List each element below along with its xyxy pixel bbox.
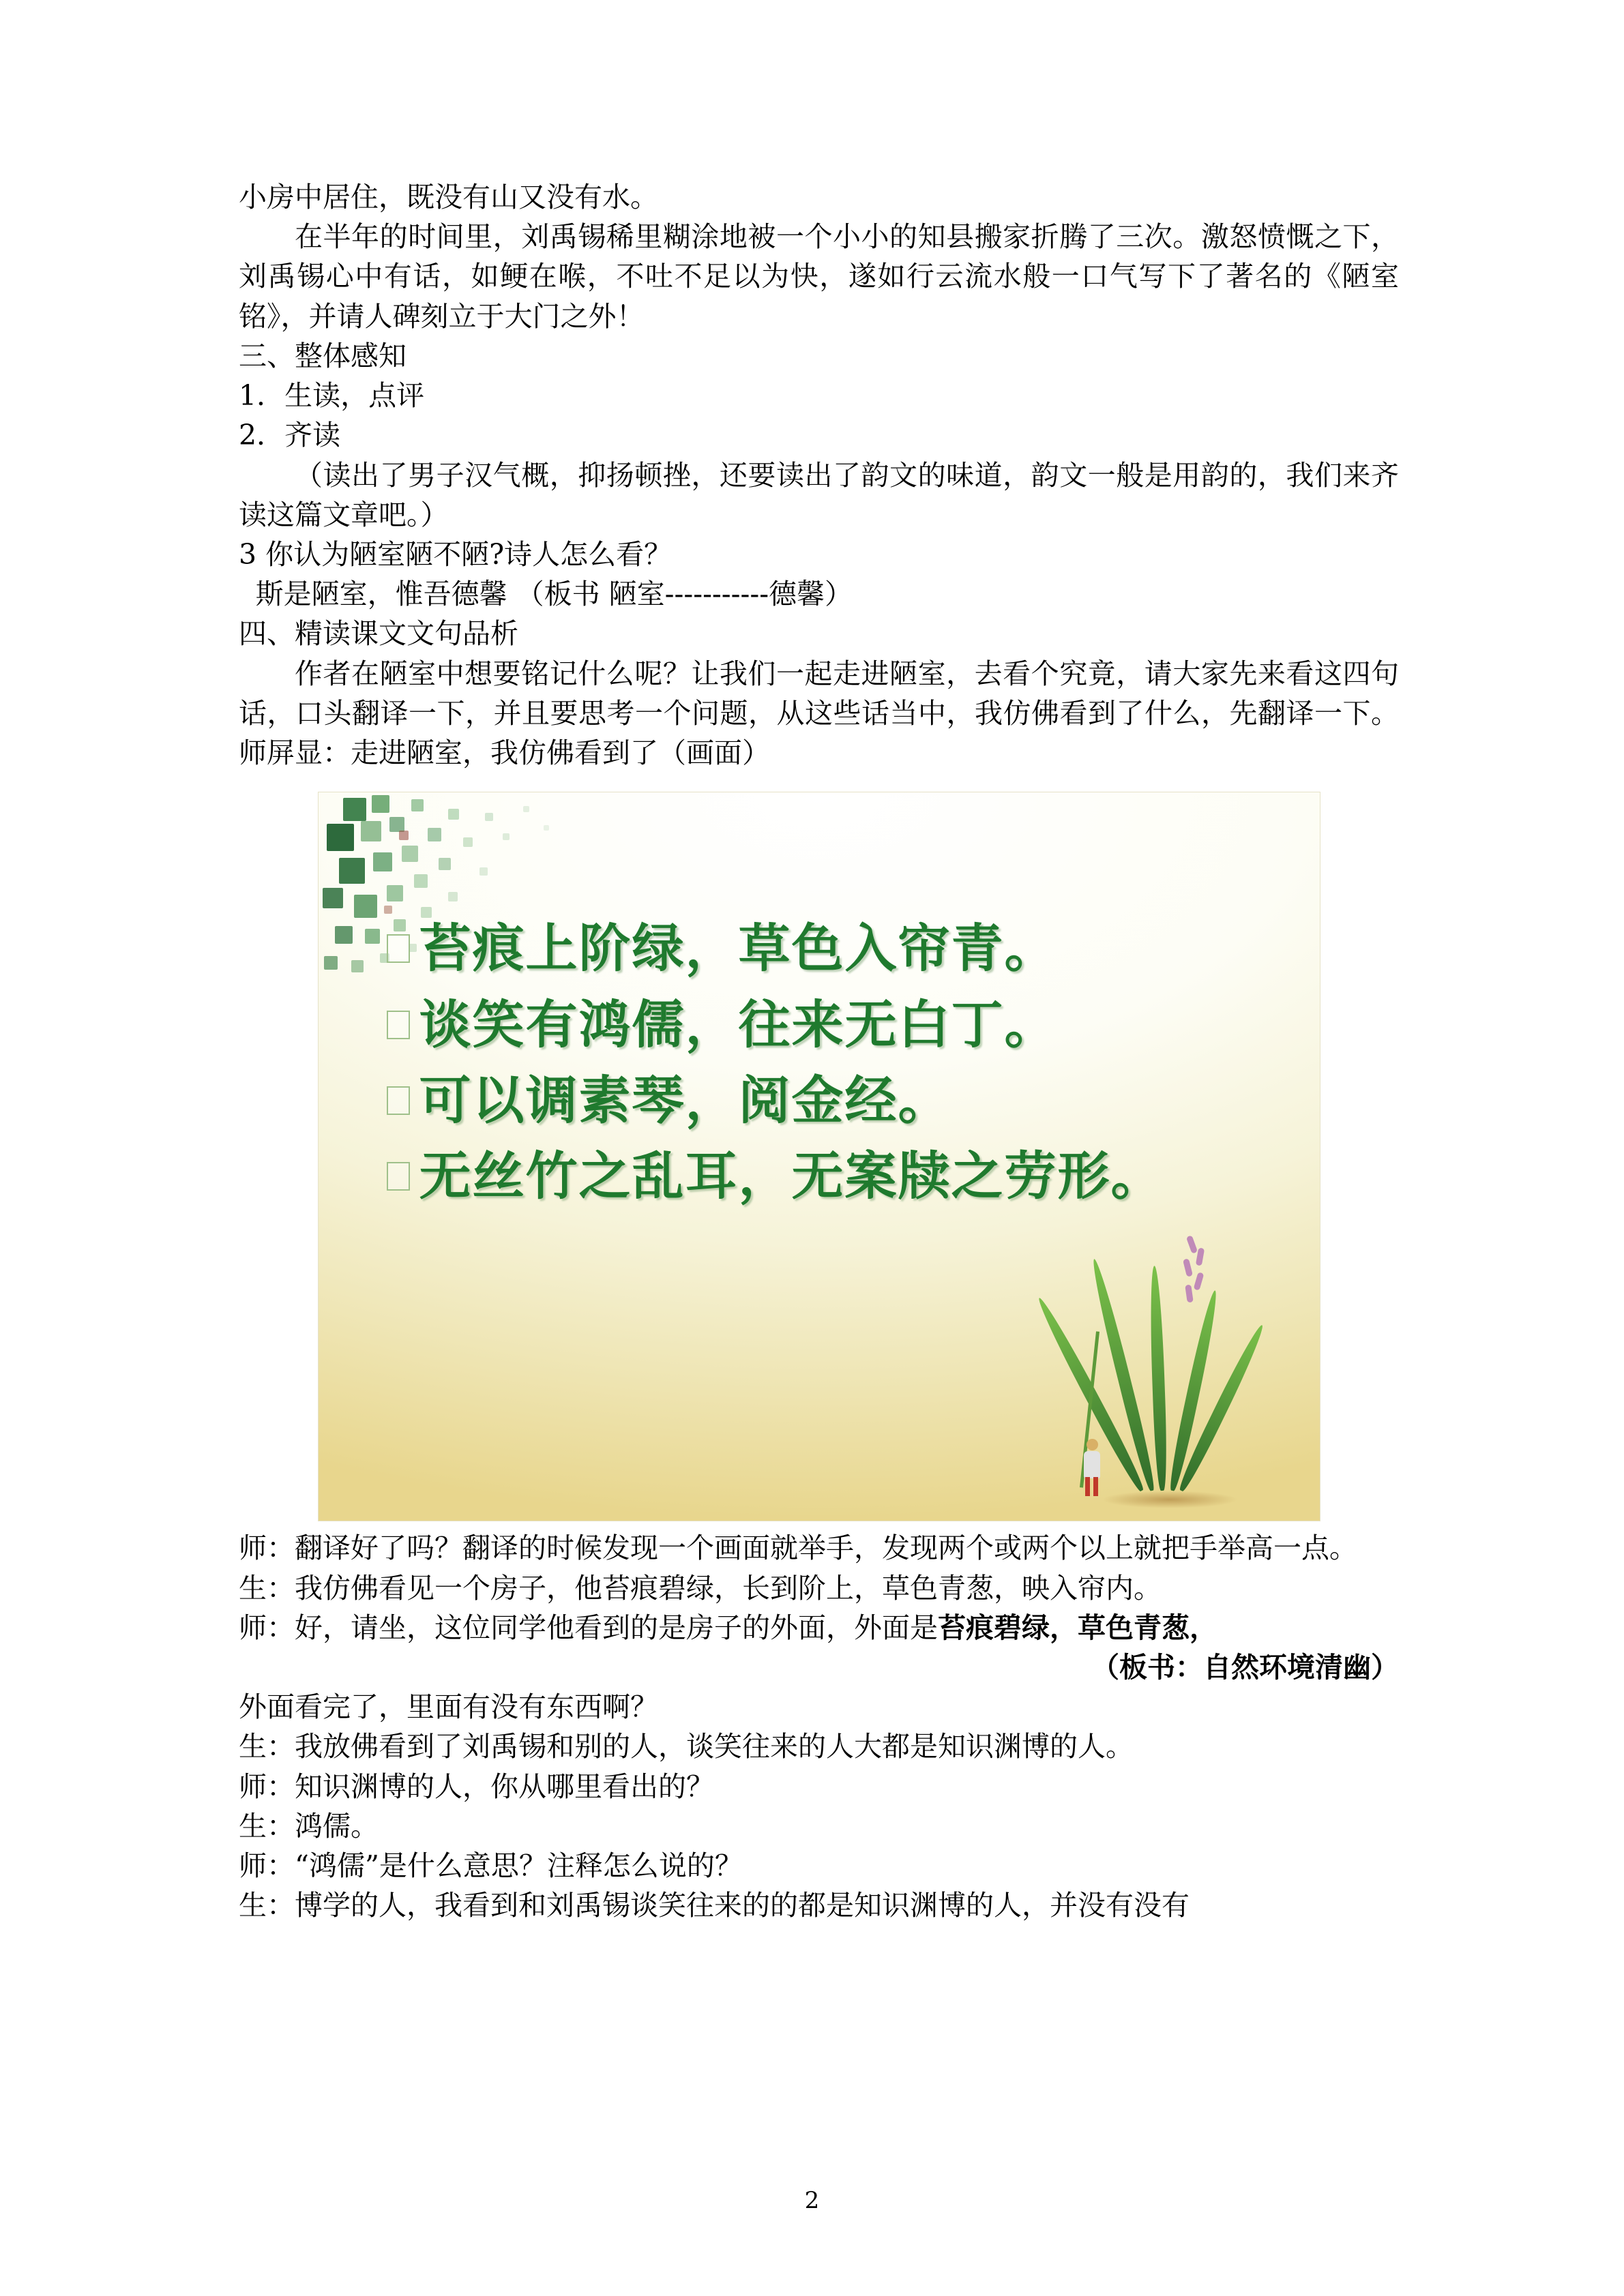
paragraph: 师：翻译好了吗？翻译的时候发现一个画面就举手，发现两个或两个以上就把手举高一点。 <box>239 1532 1357 1565</box>
bullet-square-icon <box>387 1011 410 1039</box>
slide-line-text: 谈笑有鸿儒，往来无白丁。 <box>419 994 1058 1055</box>
paragraph: 生：鸿儒。 <box>239 1809 379 1843</box>
slide-line-text: 可以调素琴，阅金经。 <box>419 1069 951 1131</box>
paragraph: 2．齐读 <box>239 419 341 452</box>
paragraph-lead: 师：好，请坐，这位同学他看到的是房子的外面，外面是 <box>239 1611 938 1644</box>
section-heading: 三、整体感知 <box>239 339 407 372</box>
bullet-square-icon <box>387 1162 410 1191</box>
paragraph: 师：“鸿儒”是什么意思？注释怎么说的？ <box>239 1849 743 1883</box>
figure-leg <box>1093 1477 1098 1496</box>
soil-shadow <box>1102 1491 1238 1508</box>
page-number: 2 <box>804 2187 820 2214</box>
grass-blade <box>1148 1266 1168 1491</box>
bullet-square-icon <box>387 1086 410 1115</box>
paragraph: 在半年的时间里，刘禹锡稀里糊涂地被一个小小的知县搬家折腾了三次。激怒愤慨之下，刘禹锡心中有话，如鲠在喉，不吐不足以为快，遂如行云流水般一口气写下了著名的《陋室铭》，并请人碑刻立于大门之外！ <box>239 220 1399 333</box>
paragraph: 生：我放佛看到了刘禹锡和别的人，谈笑往来的人大都是知识渊博的人。 <box>239 1730 1134 1763</box>
paragraph: 斯是陋室，惟吾德馨 （板书 陋室-----------德馨） <box>255 578 853 611</box>
slide-line <box>387 1143 1267 1209</box>
grass-blade <box>1166 1289 1221 1492</box>
slide-line-text: 苔痕上阶绿，草色入帘青。 <box>419 918 1058 979</box>
paragraph: 生：我仿佛看见一个房子，他苔痕碧绿，长到阶上，草色青葱，映入帘内。 <box>239 1571 1162 1605</box>
figure-head <box>1087 1439 1098 1450</box>
slide-image-container <box>239 792 1399 1521</box>
grass-blade <box>1175 1323 1267 1494</box>
slide-line <box>387 1067 1267 1133</box>
paragraph: 外面看完了，里面有没有东西啊？ <box>239 1690 658 1724</box>
paragraph-mixed <box>239 1608 1399 1648</box>
slide-line-text: 无丝竹之乱耳，无案牍之劳形。 <box>419 1146 1164 1207</box>
section-heading: 四、精读课文文句品析 <box>239 617 518 651</box>
slide-text-lines <box>387 915 1267 1219</box>
board-note: （板书：自然环境清幽） <box>1091 1650 1399 1684</box>
paragraph-bold: 苔痕碧绿，草色青葱， <box>938 1611 1217 1644</box>
grass-blade <box>1088 1258 1157 1493</box>
flower-stem <box>1079 1332 1099 1488</box>
lou-shi-ming-quote-slide <box>318 792 1320 1521</box>
plant-illustration-icon <box>1047 1229 1272 1515</box>
paragraph: 小房中居住，既没有山又没有水。 <box>239 181 658 213</box>
paragraph: （读出了男子汉气概，抑扬顿挫，还要读出了韵文的味道，韵文一般是用韵的，我们来齐读这篇文章吧。） <box>239 458 1399 531</box>
figure-leg <box>1085 1477 1090 1496</box>
slide-line <box>387 992 1267 1058</box>
flower-head-icon <box>1177 1236 1217 1311</box>
grass-blade <box>1033 1296 1147 1494</box>
figure-body <box>1084 1451 1100 1478</box>
slide-line <box>387 915 1267 981</box>
paragraph: 3 你认为陋室陋不陋?诗人怎么看？ <box>239 537 673 571</box>
paragraph: 1．生读，点评 <box>239 379 425 413</box>
document-body <box>239 177 1399 1925</box>
paragraph: 师：知识渊博的人，你从哪里看出的？ <box>239 1770 714 1803</box>
paragraph: 作者在陋室中想要铭记什么呢？让我们一起走进陋室，去看个究竟，请大家先来看这四句话，口头翻译一下，并且要思考一个问题，从这些话当中，我仿佛看到了什么，先翻译一下。师屏显：走进陋室，我仿佛看到了（画面） <box>239 657 1399 770</box>
bullet-square-icon <box>387 934 410 963</box>
person-figure-icon <box>1077 1439 1108 1497</box>
paragraph: 生：博学的人，我看到和刘禹锡谈笑往来的的都是知识渊博的人，并没有没有 <box>239 1889 1190 1922</box>
